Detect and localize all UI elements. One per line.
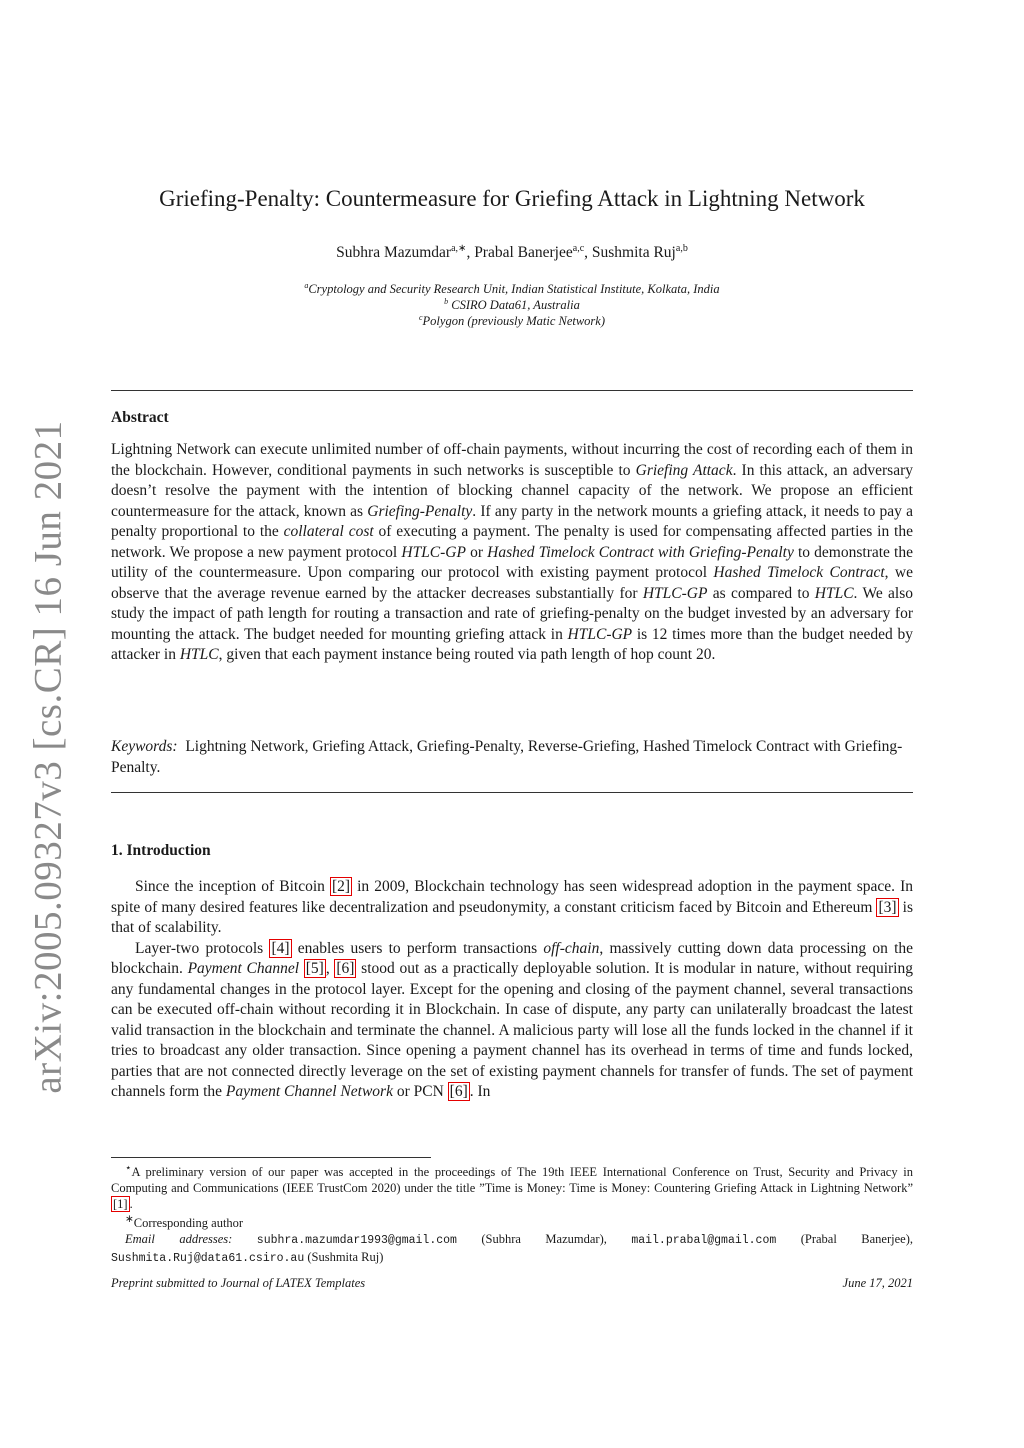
author-affil-mark: a,∗ bbox=[451, 243, 467, 254]
affiliation-text: Polygon (previously Matic Network) bbox=[422, 314, 606, 329]
abstract-text: Lightning Network can execute unlimited number of off-chain payments, without incurring the cost of recording each of them in the blockchain. However, conditional payments in such networks is susceptible to Griefing Attack. In this attack, an adversary doesn’t resolve the payment with the intention of blocking channel capacity of the network. We propose an efficient countermeasure for the attack, known as Griefing-Penalty. If any party in the network mounts a griefing attack, it needs to pay a penalty proportional to the collateral cost of executing a payment. The penalty is used for compensating affected parties in the network. We propose a new payment protocol HTLC-GP or Hashed Timelock Contract with Griefing-Penalty to demonstrate the utility of the countermeasure. Upon comparing our protocol with existing payment protocol Hashed Timelock Contract, we observe that the average revenue earned by the attacker decreases substantially for HTLC-GP as compared to HTLC. We also study the impact of path length for routing a transaction and rate of griefing-penalty on the budget invested by an adversary for mounting the attack. The budget needed for mounting griefing attack in HTLC-GP is 12 times more than the budget needed by attacker in HTLC, given that each payment instance being routed via path length of hop count 20. bbox=[111, 441, 914, 663]
citation-link[interactable]: [3] bbox=[878, 898, 897, 916]
email-link[interactable]: subhra.mazumdar1993@gmail.com bbox=[256, 1234, 457, 1248]
affiliation bbox=[111, 281, 913, 297]
affiliation-mark: c bbox=[418, 313, 423, 322]
footer-preprint-note: Preprint submitted to Journal of LATEX Templates bbox=[111, 1276, 366, 1290]
author-affil-mark: a,b bbox=[675, 243, 688, 254]
footer-date: June 17, 2021 bbox=[842, 1276, 913, 1290]
citation-link[interactable]: [6] bbox=[336, 960, 355, 977]
affiliation-text: CSIRO Data61, Australia bbox=[451, 298, 580, 313]
keywords-text: Lightning Network, Griefing Attack, Griefing-Penalty, Reverse-Griefing, Hashed Timelock Contract with Griefing-Penalty. bbox=[111, 738, 903, 776]
citation-link[interactable]: [2] bbox=[331, 878, 351, 895]
citation-link[interactable]: [5] bbox=[305, 960, 324, 977]
abstract-top-rule bbox=[111, 390, 913, 391]
affiliation-mark: a bbox=[304, 281, 309, 290]
affiliation bbox=[111, 313, 913, 329]
paragraph: Layer-two protocols [4] enables users to perform transactions off-chain, massively cutting down data processing on the blockchain. Payment Channel [5] , [6] stood out as a practically deployable solution. It is modular in nature, without requiring any fundamental changes in the protocol layer. Except for the opening and closing of the payment channel, several transactions can be executed off-chain without recording it in Blockchain. In case of dispute, any party can unilaterally broadcast the latest valid transaction in the blockchain and terminate the channel. A malicious party will lose all the funds locked in the channel if it tries to broadcast any older transaction. Since opening a payment channel has its overhead in terms of time and funds locked, parties that are not connected directly leverage on the set of existing payment channels for transfer of funds. The set of payment channels form the Payment Channel Network or PCN [6] . In bbox=[111, 939, 914, 1100]
keywords-label: Keywords: bbox=[111, 738, 178, 755]
affiliation-mark: b bbox=[444, 297, 449, 306]
footnote: ⋆A preliminary version of our paper was accepted in the proceedings of The 19th IEEE International Conference on Trust, Security and Privacy in Computing and Communications (IEEE TrustCom 2020) under the title ”Time is Money: Time is Money: Countering Griefing Attack in Lightning Network” [1] . bbox=[111, 1163, 913, 1212]
author-name: Prabal Banerjee bbox=[474, 244, 573, 262]
arxiv-identifier: arXiv:2005.09327v3 [cs.CR] 16 Jun 2021 bbox=[26, 420, 70, 1094]
author-name: Subhra Mazumdar bbox=[336, 244, 452, 262]
citation-link[interactable]: [6] bbox=[449, 1083, 468, 1100]
author-list: Subhra Mazumdar$^{a,∗}$, Prabal Banerjee$^{a,c}$, Sushmita Ruj$^{a,b}$ bbox=[336, 243, 688, 262]
author-affil-mark: a,c bbox=[572, 243, 585, 254]
email-link[interactable]: mail.prabal@gmail.com bbox=[631, 1234, 777, 1248]
email-link[interactable]: Sushmita.Ruj@data61.csiro.au bbox=[111, 1252, 305, 1266]
arxiv-sidebar-stamp bbox=[18, 420, 78, 1094]
footnote: ∗Corresponding author bbox=[125, 1214, 244, 1231]
section-heading-introduction: 1. Introduction bbox=[111, 842, 211, 859]
footnotes bbox=[111, 1161, 913, 1267]
abstract-bottom-rule bbox=[111, 792, 913, 793]
citation-link[interactable]: [4] bbox=[271, 939, 290, 957]
paragraph: Since the inception of Bitcoin [2] in 2009, Blockchain technology has seen widespread adoption in the payment space. In spite of many desired features like decentralization and pseudonymity, a constant criticism faced by Bitcoin and Ethereum [3] is that of scalability. bbox=[111, 878, 913, 936]
author-name: Sushmita Ruj bbox=[591, 244, 676, 262]
introduction-body bbox=[111, 877, 913, 1103]
footnote-emails: Email addresses: subhra.mazumdar1993@gmail.com (Subhra Mazumdar), mail.prabal@gmail.com (Prabal Banerjee), Sushmita.Ruj@data61.csiro.au (Sushmita Ruj) bbox=[111, 1232, 913, 1266]
keywords bbox=[111, 737, 913, 778]
affiliation bbox=[111, 297, 913, 313]
abstract-heading: Abstract bbox=[111, 409, 169, 426]
affiliation-text: Cryptology and Security Research Unit, Indian Statistical Institute, Kolkata, India bbox=[308, 282, 720, 297]
paper-title: Griefing-Penalty: Countermeasure for Griefing Attack in Lightning Network bbox=[159, 186, 865, 211]
citation-link[interactable]: [1] bbox=[113, 1197, 128, 1212]
footnote-rule bbox=[111, 1157, 431, 1158]
